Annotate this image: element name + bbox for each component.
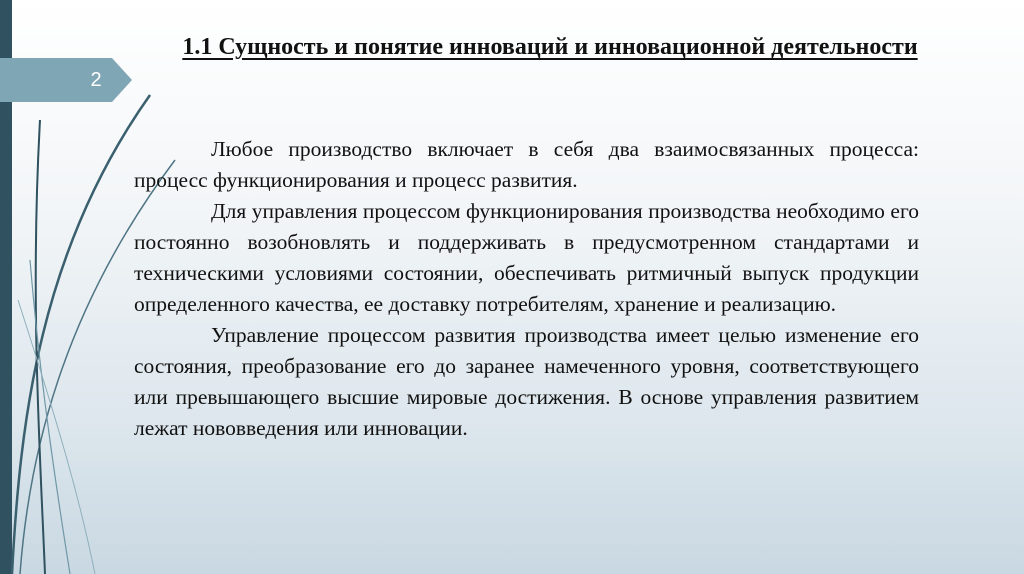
- paragraph-3: Управление процессом развития производства имеет целью изменение его состояния, преобразование его до заранее намеченного уровня, соответствующего или превышающего высшие мировые достижения. В основе управления развитием лежат нововведения или инновации.: [134, 323, 919, 440]
- paragraph-1: Любое производство включает в себя два взаимосвязанных процесса: процесс функционирования и процесс развития.: [134, 137, 919, 192]
- paragraph-2: Для управления процессом функционирования производства необходимо его постоянно возобновлять и поддерживать в предусмотренном стандартами и техническими условиями состоянии, обеспечивать ритмичный выпуск продукции определенного качества, ее доставку потребителям, хранение и реализацию.: [134, 199, 919, 316]
- slide-title: 1.1 Сущность и понятие инноваций и инновационной деятельности: [182, 34, 918, 60]
- page-number: 2: [90, 69, 102, 91]
- page-number-tab: [0, 58, 132, 102]
- slide-body: [134, 134, 919, 444]
